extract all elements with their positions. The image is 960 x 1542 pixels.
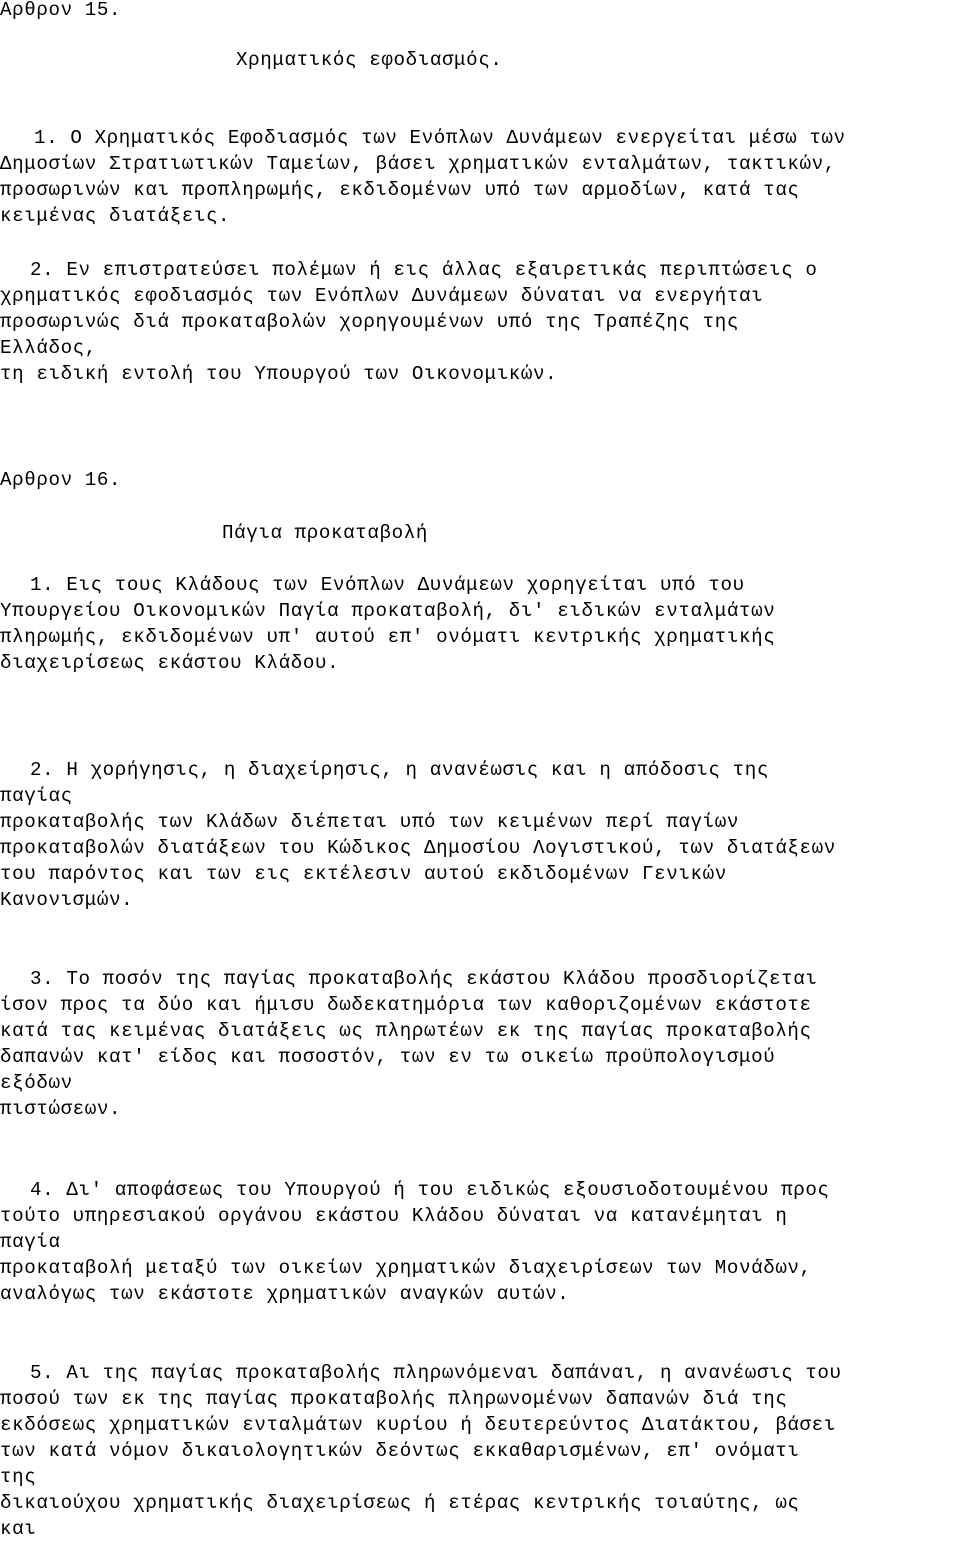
text-line: δαπανών κατ' είδος και ποσοστόν, των εν τω οικείω προϋπολογισμού <box>0 1046 776 1068</box>
text-line: ποσού των εκ της παγίας προκαταβολής πληρωνομένων δαπανών διά της <box>0 1388 788 1410</box>
text-line: προκαταβολών διατάξεων του Κώδικος Δημοσίου Λογιστικού, των διατάξεων <box>0 837 836 859</box>
text-line: προσωρινών και προπληρωμής, εκδιδομένων υπό των αρμοδίων, κατά τας <box>0 179 800 201</box>
text-line: παγία <box>0 1231 61 1253</box>
text-line: τούτο υπηρεσιακού οργάνου εκάστου Κλάδου δύναται να κατανέμηται η <box>0 1205 788 1227</box>
text-line: ίσον προς τα δύο και ήμισυ δωδεκατημόρια των καθοριζομένων εκάστοτε <box>0 994 812 1016</box>
text-line: Κανονισμών. <box>0 889 134 911</box>
text-line: πιστώσεων. <box>0 1098 122 1120</box>
text-line: διαχειρίσεως εκάστου Κλάδου. <box>0 652 340 674</box>
text-line: κειμένας διατάξεις. <box>0 205 231 227</box>
text-line: 4. Δι' αποφάσεως του Υπουργού ή του ειδικώς εξουσιοδοτουμένου προς <box>30 1179 830 1201</box>
text-line: τη ειδική εντολή του Υπουργού των Οικονομικών. <box>0 363 558 385</box>
text-line: προσωρινώς διά προκαταβολών χορηγουμένων υπό της Τραπέζης της <box>0 311 739 333</box>
text-line: εξόδων <box>0 1072 73 1094</box>
text-line: Δημοσίων Στρατιωτικών Ταμείων, βάσει χρηματικών ενταλμάτων, τακτικών, <box>0 153 836 175</box>
text-line: 5. Αι της παγίας προκαταβολής πληρωνόμεναι δαπάναι, η ανανέωσις του <box>30 1362 842 1384</box>
text-line: Υπουργείου Οικονομικών Παγία προκαταβολή, δι' ειδικών ενταλμάτων <box>0 600 776 622</box>
text-line: 2. Εν επιστρατεύσει πολέμων ή εις άλλας εξαιρετικάς περιπτώσεις ο <box>30 259 818 281</box>
text-line: των κατά νόμον δικαιολογητικών δεόντως εκκαθαρισμένων, επ' ονόματι <box>0 1440 800 1462</box>
text-line: παγίας <box>0 785 73 807</box>
text-line: δικαιούχου χρηματικής διαχειρίσεως ή ετέρας κεντρικής τοιαύτης, ως <box>0 1492 800 1514</box>
text-line: χρηματικός εφοδιασμός των Ενόπλων Δυνάμεων δύναται να ενεργήται <box>0 285 764 307</box>
text-line: Ελλάδος, <box>0 337 97 359</box>
text-line: κατά τας κειμένας διατάξεις ως πληρωτέων εκ της παγίας προκαταβολής <box>0 1020 812 1042</box>
article-16-heading: Αρθρον 16. <box>0 469 122 491</box>
text-line: πληρωμής, εκδιδομένων υπ' αυτού επ' ονόματι κεντρικής χρηματικής <box>0 626 776 648</box>
text-line: αναλόγως των εκάστοτε χρηματικών αναγκών αυτών. <box>0 1283 570 1305</box>
text-line: προκαταβολής των Κλάδων διέπεται υπό των κειμένων περί παγίων <box>0 811 739 833</box>
text-line: προκαταβολή μεταξύ των οικείων χρηματικών διαχειρίσεων των Μονάδων, <box>0 1257 812 1279</box>
text-line: του παρόντος και των εις εκτέλεσιν αυτού εκδιδομένων Γενικών <box>0 863 727 885</box>
text-line: και <box>0 1518 37 1540</box>
text-line: εκδόσεως χρηματικών ενταλμάτων κυρίου ή δευτερεύντος Διατάκτου, βάσει <box>0 1414 836 1436</box>
text-line: της <box>0 1466 37 1488</box>
text-line: 3. Το ποσόν της παγίας προκαταβολής εκάστου Κλάδου προσδιορίζεται <box>30 968 818 990</box>
article-15-heading: Αρθρον 15. <box>0 0 122 21</box>
text-line: 2. Η χορήγησις, η διαχείρησις, η ανανέωσις και η απόδοσις της <box>30 759 769 781</box>
article-15-title: Χρηματικός εφοδιασμός. <box>236 49 503 71</box>
text-line: 1. Εις τους Κλάδους των Ενόπλων Δυνάμεων χορηγείται υπό του <box>30 574 745 596</box>
text-line: 1. Ο Χρηματικός Εφοδιασμός των Ενόπλων Δυνάμεων ενεργείται μέσω των <box>34 127 846 149</box>
article-16-title: Πάγια προκαταβολή <box>222 522 428 544</box>
